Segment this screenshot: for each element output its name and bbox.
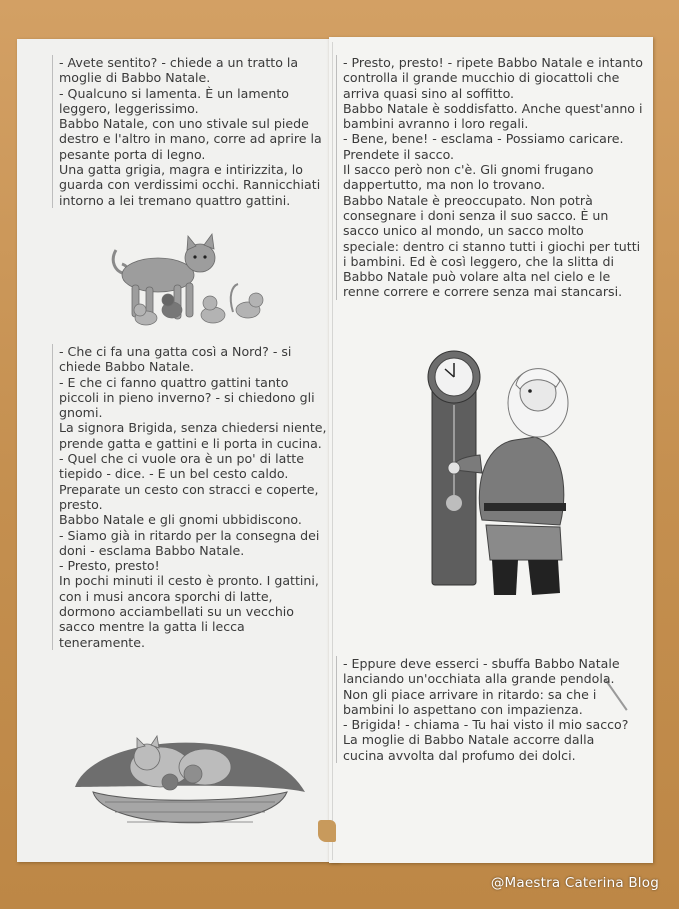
paragraph: Babbo Natale è soddisfatto. Anche quest'anno i bambini avranno i loro regali. [343,100,643,132]
story-block-1 [52,55,324,208]
paragraph: - Avete sentito? - chiede a un tratto la moglie di Babbo Natale. [59,55,299,86]
paragraph: - Eppure deve esserci - sbuffa Babbo Natale lanciando un'occhiata alla grande pendola. Non gli piace arrivare in ritardo: sa che i bambini lo aspettano con impazienza. [343,656,620,717]
story-block-4 [336,656,633,763]
paragraph: - Brigida! - chiama - Tu hai visto il mio sacco? [343,717,629,733]
paragraph: In pochi minuti il cesto è pronto. I gattini, con i musi ancora sporchi di latte, dormono acciambellati su un vecchio sacco mentre la gatta li lecca teneramente. [59,573,319,650]
story-block-3 [336,55,643,300]
kittens-in-basket-illustration [65,712,310,842]
page-seam [332,42,333,860]
paragraph: - Che ci fa una gatta così a Nord? - si chiede Babbo Natale. [59,344,292,375]
paragraph: - Quel che ci vuole ora è un po' di latte tiepido - dice. - E un bel cesto caldo. Preparate un cesto con stracci e coperte, presto. [59,451,319,512]
paragraph: - E che ci fanno quattro gattini tanto piccoli in pieno inverno? - si chiedono gli gnomi. [59,374,315,421]
paragraph: - Presto, presto! - ripete Babbo Natale e intanto controlla il grande mucchio di giocattoli che arriva quasi sino al soffitto. [343,55,643,101]
paragraph: La signora Brigida, senza chiedersi niente, prende gatta e gattini e li porta in cucina. [59,420,327,451]
paragraph: Babbo Natale, con uno stivale sul piede destro e l'altro in mano, corre ad aprire la pesante porta di legno. [59,116,322,162]
cat-with-kittens-illustration [108,230,283,335]
paragraph: Babbo Natale è preoccupato. Non potrà consegnare i doni senza il suo sacco. È un sacco unico al mondo, un sacco molto speciale: dentro ci stanno tutti i giochi per tutti i bambini. Ed è così leggero, che la slitta di Babbo Natale può volare alta nel cielo e le renne correre e correre senza mai stancarsi. [343,192,641,300]
paragraph: Il sacco però non c'è. Gli gnomi frugano dappertutto, ma non lo trovano. [343,162,594,193]
torn-paper-corner [318,820,336,842]
paragraph: La moglie di Babbo Natale accorre dalla cucina avvolta dal profumo dei dolci. [343,732,595,763]
story-block-2 [52,344,331,650]
paragraph: Babbo Natale e gli gnomi ubbidiscono. [59,512,302,528]
santa-and-clock-illustration [420,345,600,625]
paragraph: - Presto, presto! [59,558,160,574]
paragraph: - Siamo già in ritardo per la consegna dei doni - esclama Babbo Natale. [59,527,320,558]
paragraph: - Bene, bene! - esclama - Possiamo caricare. Prendete il sacco. [343,131,624,162]
blog-watermark: @Maestra Caterina Blog [490,875,659,891]
paragraph: Una gatta grigia, magra e intirizzita, lo guarda con verdissimi occhi. Rannicchiati intorno a lei tremano quattro gattini. [59,162,321,208]
paragraph: - Qualcuno si lamenta. È un lamento leggero, leggerissimo. [59,85,289,116]
